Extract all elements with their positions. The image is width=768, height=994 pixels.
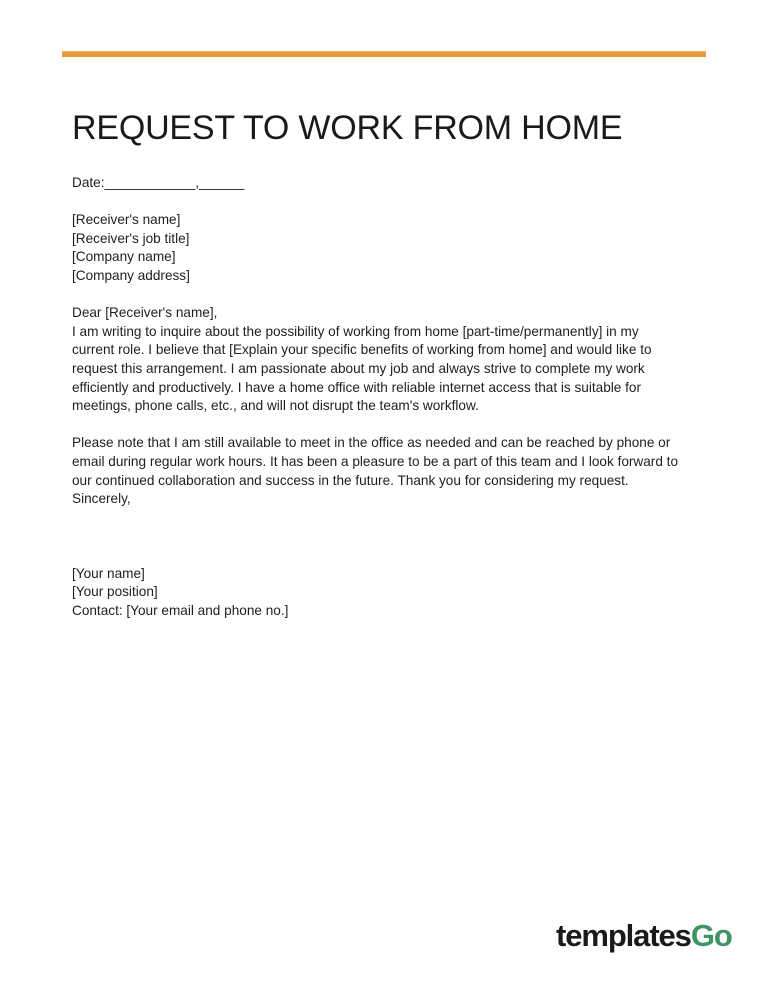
recipient-block xyxy=(72,211,684,285)
signer-name: [Your name] xyxy=(72,565,145,581)
date-block xyxy=(72,174,684,193)
paragraph-two: Please note that I am still available to meet in the office as needed and can be reached by phone or email during regular work hours. It has been a pleasure to be a part of this team and I look forward to our continued collaboration and success in the future. Thank you for considering my request. xyxy=(72,435,679,488)
page-title: REQUEST TO WORK FROM HOME xyxy=(72,108,623,147)
signer-position: [Your position] xyxy=(72,584,158,600)
recipient-job-title: [Receiver's job title] xyxy=(72,230,190,246)
spacer xyxy=(72,193,684,212)
templatesgo-logo xyxy=(556,918,732,954)
recipient-name: [Receiver's name] xyxy=(72,212,181,228)
signature-block xyxy=(72,565,684,621)
signer-contact: Contact: [Your email and phone no.] xyxy=(72,602,289,618)
paragraph-one: I am writing to inquire about the possibility of working from home [part-time/permanently] in my current role. I believe that [Explain your specific benefits of working from home] and would like to request this arrangement. I am passionate about my job and always strive to complete my work efficiently and productively. I have a home office with reliable internet access that is suitable for meetings, phone calls, etc., and will not disrupt the team's workflow. xyxy=(72,323,652,414)
salutation: Dear [Receiver's name], xyxy=(72,305,218,321)
date-line: Date:____________,______ xyxy=(72,175,245,190)
recipient-company-name: [Company name] xyxy=(72,249,176,265)
header-accent-rule xyxy=(62,51,706,57)
logo-text-primary: templates xyxy=(556,918,691,953)
spacer xyxy=(72,416,684,435)
letter-body xyxy=(72,174,684,620)
recipient-company-address: [Company address] xyxy=(72,267,190,283)
closing-salutation: Sincerely, xyxy=(72,491,131,507)
signature-space xyxy=(72,509,684,565)
logo-text-accent: Go xyxy=(690,918,732,953)
spacer xyxy=(72,286,684,305)
